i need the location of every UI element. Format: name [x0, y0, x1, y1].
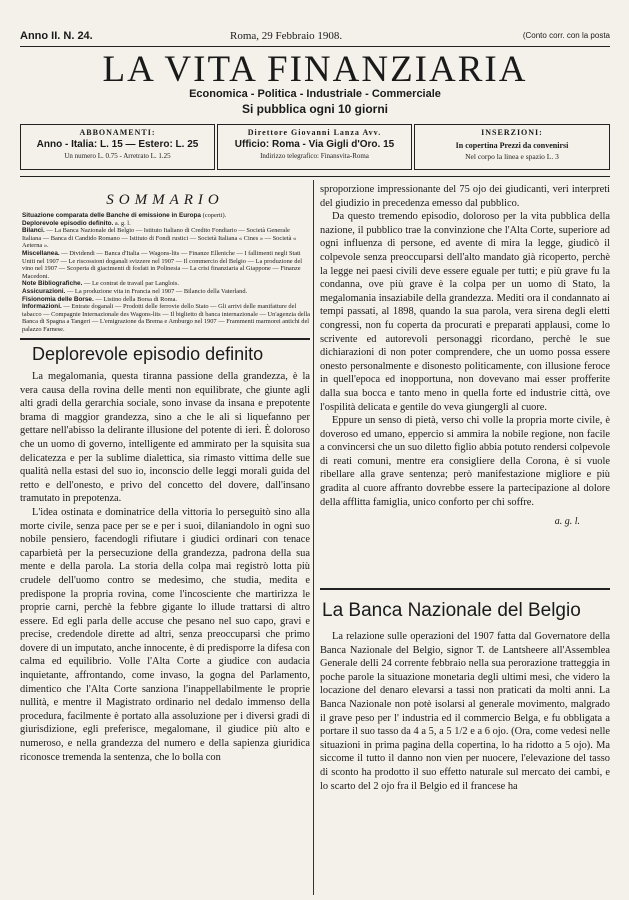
paragraph: Da questo tremendo episodio, doloroso per la vita pubblica della nazione, il pubblico trae la convinzione che l'Alta Corte, superiore ad ogni influenza di persone, ed avente di mira la legge, giudicò il colpevole senza preoccuparsi dell'alto mandato già ricoperto, perchè la legge nei paesi civili deve essere eguale per tutti; e più grave fu la condanna, ove più grave è la colpa per un uomo di Stato, la megalomania insaziabile della grandezza. Mediti ora il condannato ai tempi passati, al 1898, quando la sua parola, vera sirena degli eletti congressi, non fu coperta da procurati e preparati applausi, come lo scrivente ed autorevoli personaggi ricordano, perchè le sue dichiarazioni di non poter comprendere, che un uomo possa essere onesto personalmente e disonesto politicamente, con illusione feroce in quell'epoca ed inopportuna, non dovevano mai esser profferite dalla sua bocca e tanto meno in quella forte ed industrie città, ove l'ospilità delicata e gentile do veva giungergli al cuore. [320, 211, 610, 413]
paragraph: La megalomania, questa tiranna passione della grandezza, è la vera causa della rovina delle menti non equilibrate, che giunte agli alti gradi della gerarchia sociale, sono invase da insana e prepotente brama di maggior grandezza, sino a che le ali si liquefanno per gettare nell'abisso la delirante illusione del potente di ieri. È doloroso che un uomo di governo, intelligente ed ammirato per la squisita sua delicatezza e per la sublime dialettica, sia rimasto vittima delle sue qualità nella estasi del suo io, inconscio delle leggi morali guida del retto e dell'onesto, e privo del concetto del dovere, dall'insano tramutato in prepotenza. [20, 371, 310, 505]
divider [20, 176, 610, 177]
article-body [20, 370, 310, 895]
office-address: Ufficio: Roma - Via Gigli d'Oro. 15 [234, 139, 395, 150]
place-date: Roma, 29 Febbraio 1908. [230, 30, 343, 42]
paragraph: L'idea ostinata e dominatrice della vittoria lo perseguitò sino alla morte civile, senza pace per se e per i suoi, dilaniandolo in ogni suo nobile pensiero, facendogli rifiutare i giudici ordinari con tenace caparbietà per la persecuzione della grandezza, padrona della sua mente e della parola. La storia della colpa mai registrò lotta più crudele dell'uomo contro se medesimo, che studia, medita e predispone la propria rovina, come l'incosciente che martirizza le proprie carni, perchè la febbre gigante lo illude trattarsi di altro essere. Ed egli parla delle accuse che pesano nel suo capo, gravi e precise, credendole dirette ad altri, senza preoccuparsi che primo dovere di un imputato, anche innocente, è di predisporre la difesa con calma ed equilibrio. Volle l'Alta Corte a giudice con audacia inquietante, affrontando, come invaso, la gogna del Parlamento, dimentico che l'Alta Corte sanziona l'inappellabilmente le proprie nullità, e mentre il Magistrato ordinario nel dedalo immenso della procedura, facilmente è portato alla assoluzione per i diversi gradi di giurisdizione, egli preferisce, megalomane, il giudice più alto e numeroso, e nella grandezza del numero e della sapienza giuridica riconosce tremenda la sentenza, che lo bolla con [20, 506, 310, 763]
tagline: Si pubblica ogni 10 giorni [241, 102, 388, 116]
divider [20, 46, 610, 47]
article-continuation [320, 183, 610, 578]
column-divider [313, 180, 314, 895]
summary-entry: Informazioni. — Entrate doganali — Prodotti delle ferrovie dello Stato — Gli arrivi delle manifatture del tabacco — Compagnie Internazionale des Wagons-lits — Il biglietto di banca internazionale — Un'agenzia della Banca di Spagna a Tangeri — L'emigrazione da Brema e Amburgo nel 1907 — Frammenti marmorei antichi del palazzo Farnese. [22, 303, 310, 333]
summary-entry: Fisionomia delle Borse. — Listino della Borsa di Roma. [22, 295, 178, 303]
divider [20, 338, 310, 340]
masthead: LA VITA FINANZIARIA [102, 49, 528, 90]
summary-entry: Bilanci. — La Banca Nazionale del Belgio — Istituto Italiano di Credito Fondiario — Società Generale Italiana — Banca di Candido Romano — Istituto di Fondi rustici — Società Italiana « Cines » — Società « Aeterna ». [22, 227, 297, 250]
paragraph: La relazione sulle operazioni del 1907 fatta dal Governatore della Banca Nazionale del Belgio, signor T. de Lantsheere all'Assemblea Generale delli 24 corrente febbraio nella sua perorazione tratteggia in poche parole la situazione monetaria degli ultimi mesi, che videro la locazione del denaro elevarsi a tassi non praticati da molti anni. La Banca Nazionale non potè isolarsi al generale movimento, malgrado il grave peso per l' industria ed il commercio Belga, e fu obbligata a portare il suo tasso da 4 a 5, a 5 1/2 e a 6 ojo. (Ora, come vedesi nelle situazioni in prima pagina della copertina, lo ha ridotto a 5 ojo). Ma siccome il tutto il danno non vien per nuocere, l'elevazione del tasso di sconto ha prodotto il suo effetto naturale sul mercato dei cambi, e lo scarto del 2 ojo fra il Belgio ed il francese ha [320, 631, 610, 792]
summary-entry: Deplorevole episodio definito. a. g. l. [22, 219, 131, 227]
subscription-prices: Anno - Italia: L. 15 — Estero: L. 25 [36, 139, 199, 150]
subscriptions-heading: ABBONAMENTI: [79, 128, 156, 137]
issue-number: Anno II. N. 24. [20, 30, 93, 42]
advertising-box [414, 124, 610, 170]
summary-entry: Assicurazioni. — La produzione vita in Francia nel 1907 — Bilancio della Vaterland. [22, 287, 248, 295]
paragraph: sproporzione impressionante del 75 ojo dei giudicanti, veri interpreti del giudizio in precedenza emesso dal pubblico. [320, 184, 610, 209]
subtitle: Economica - Politica - Industriale - Commerciale [189, 88, 441, 100]
postal-note: (Conto corr. con la posta [522, 31, 610, 40]
cover-prices: In copertina Prezzi da convenirsi [455, 141, 569, 150]
signature: a. g. l. [554, 516, 580, 528]
divider [320, 588, 610, 590]
telegraph-address: Indirizzo telegrafico: Finansvita-Roma [260, 152, 369, 160]
summary-entry: Note Bibliografiche. — Le contrat de travail par Langlois. [22, 280, 179, 288]
summary-title: SOMMARIO [106, 192, 224, 208]
article-title: La Banca Nazionale del Belgio [322, 600, 581, 621]
single-issue-prices: Un numero L. 0.75 - Arretrato L. 1.25 [64, 152, 171, 160]
summary-list [22, 212, 310, 334]
summary-entry: Miscellanea. — Dividendi — Banca d'Italia — Wagons-lits — Finanze Elleniche — I fallimenti negli Stati Uniti nel 1907 — Le riscossioni doganali svizzere nel 1907 — Il commercio del Belgio — La produzione del vino nel 1907 — Scoperta di giacimenti di fosfati in Polinesia — La crisi finanziaria al Giappone — Finanze Macedoni. [22, 249, 303, 280]
editorial-box [217, 124, 412, 170]
summary-entry: Situazione comparata delle Banche di emissione in Europa (coperti). [22, 212, 227, 219]
subscriptions-box [20, 124, 215, 170]
body-prices: Nel corpo la linea e spazio L. 3 [465, 152, 559, 161]
director: Direttore Giovanni Lanza Avv. [247, 128, 382, 137]
article-title: Deplorevole episodio definito [32, 344, 264, 364]
article-body [320, 630, 610, 895]
top-line [20, 30, 610, 46]
advertising-heading: INSERZIONI: [481, 128, 543, 137]
paragraph: Eppure un senso di pietà, verso chi volle la propria morte civile, è doveroso ed umano, eppercio si ammira la nobile regione, non facile a convincersi che un suo diletto figlio abbia potuto rendersi colpevole di reati comuni, mentre era consigliere della Corona, è si vuole ribellare alla grave sentenza; però manifestazione migliore e più gradita al cuore affranto dovrebbe essere la partecipazione al dolore della afflitta famiglia, unico conforto per chi soffre. [320, 415, 610, 508]
